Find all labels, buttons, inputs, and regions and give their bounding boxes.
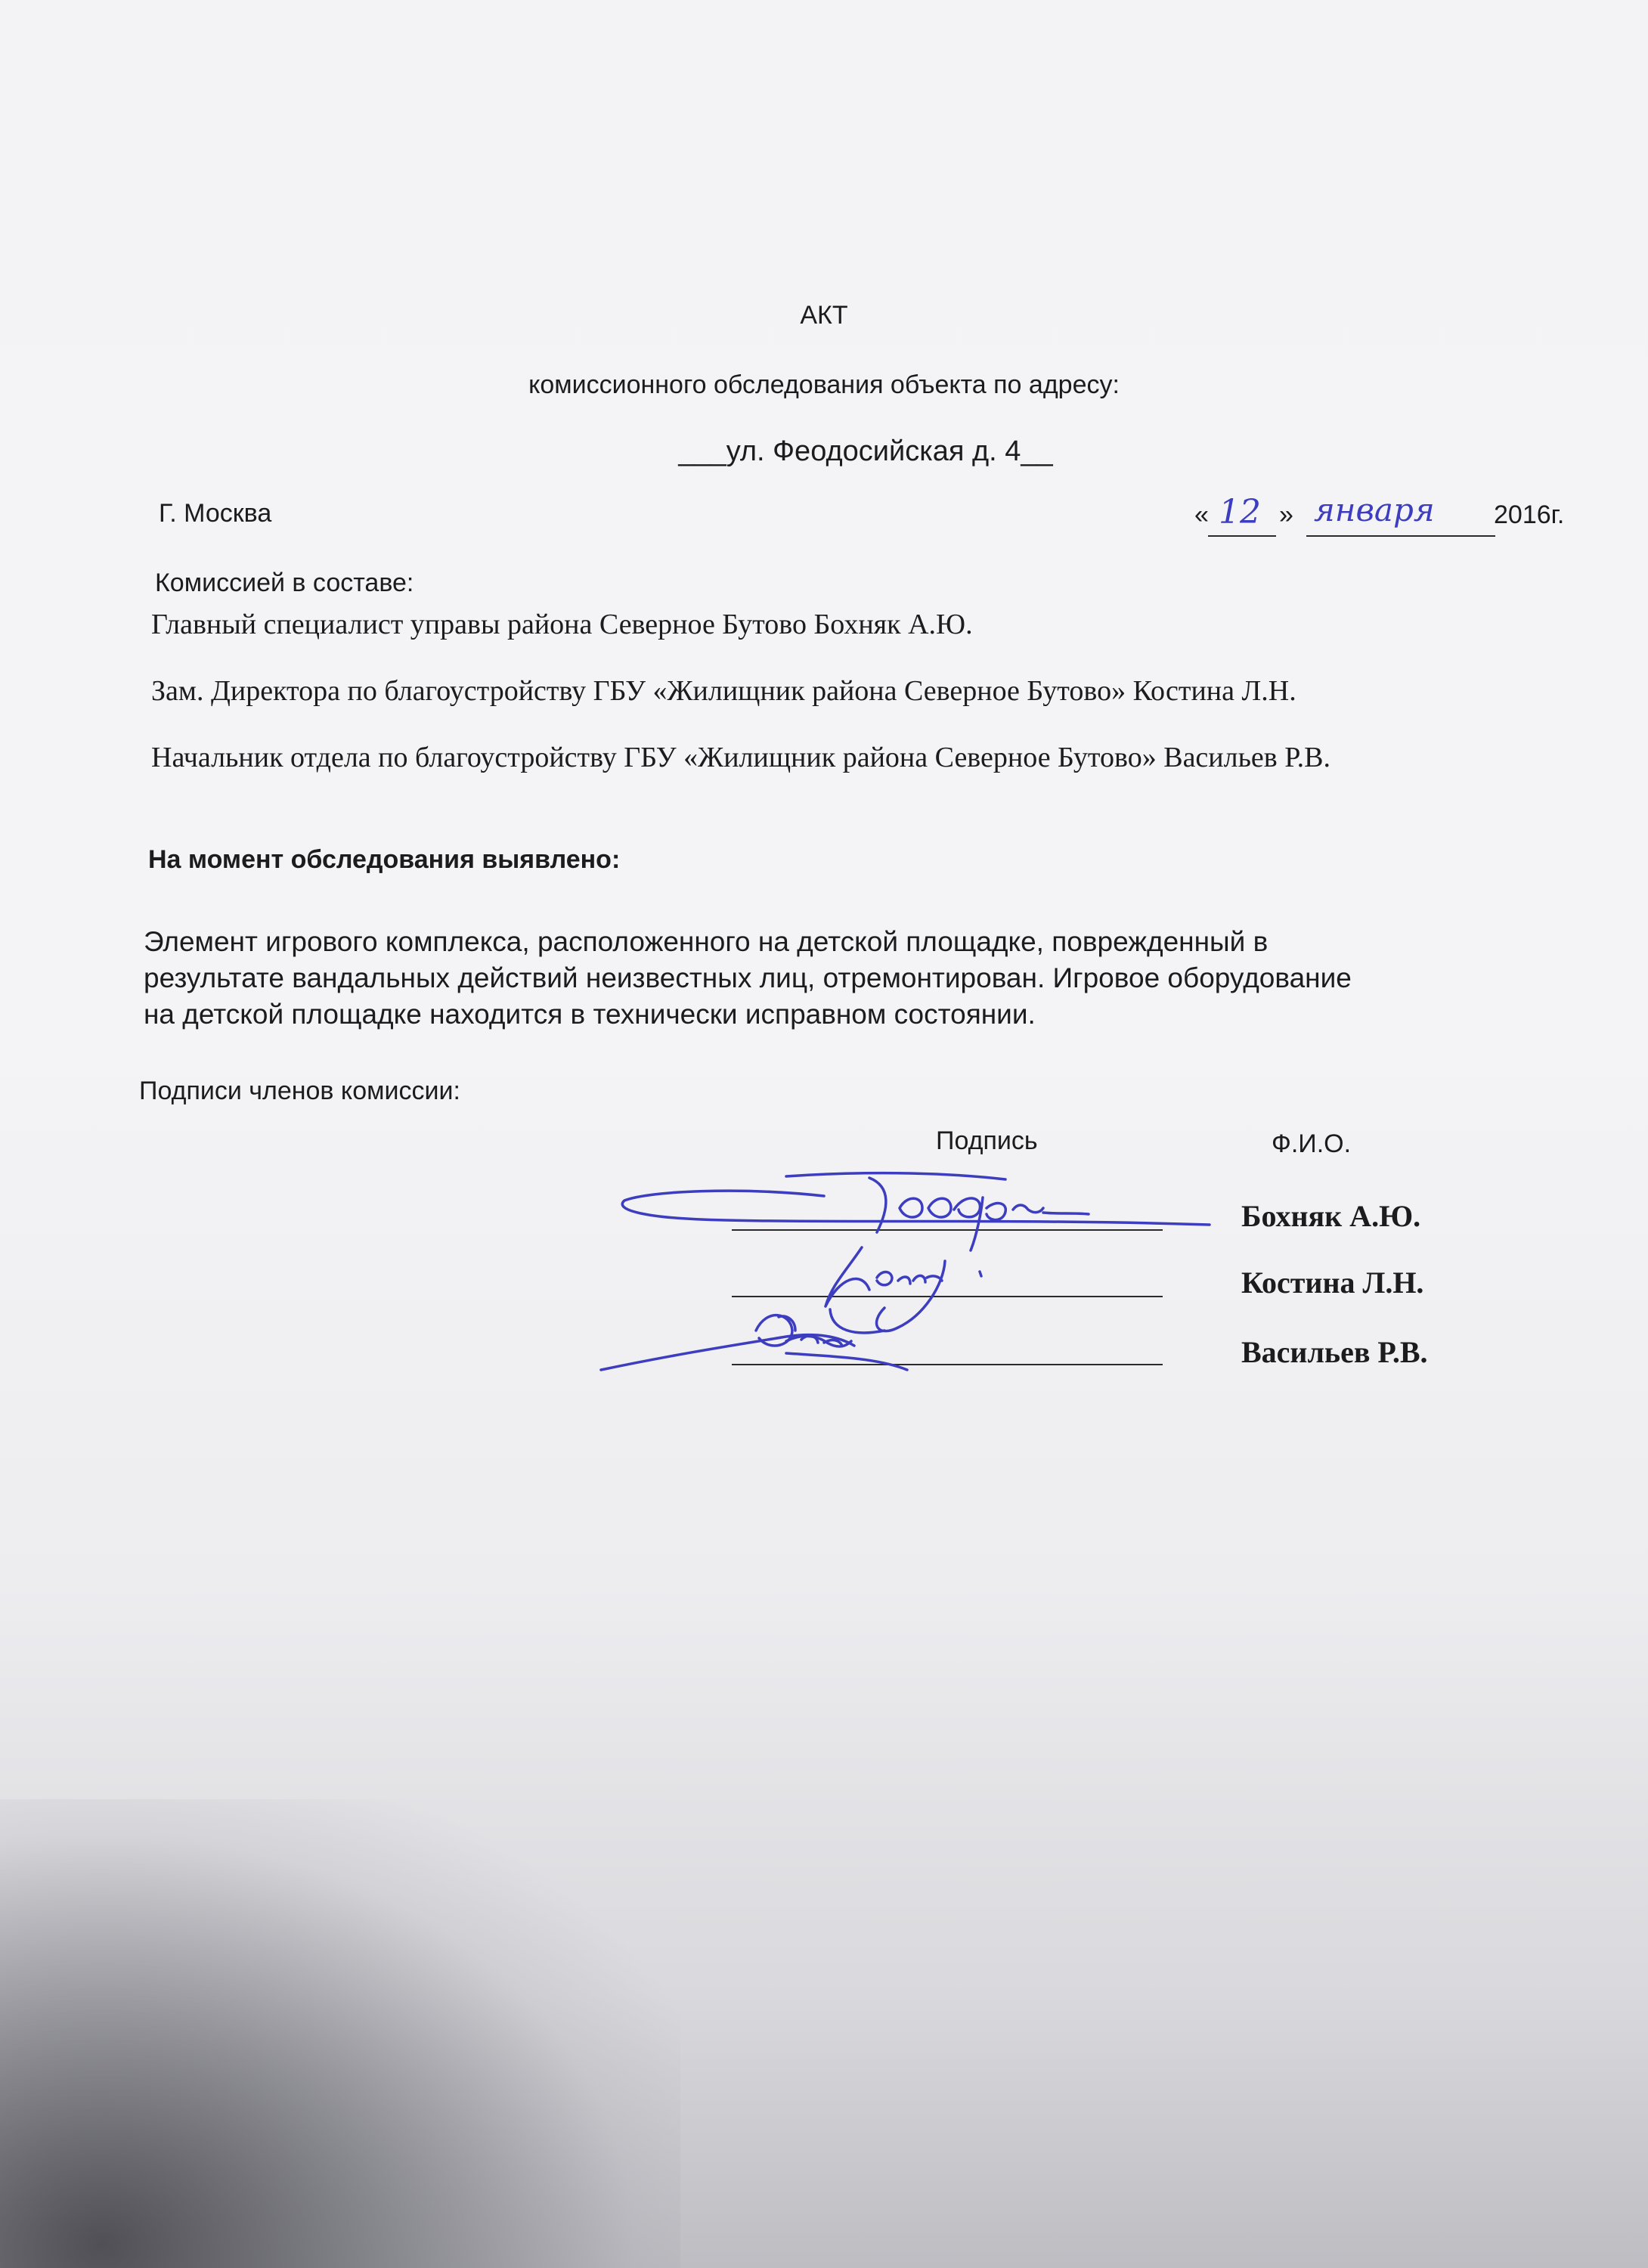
commission-member: Главный специалист управы района Северное Бутово Бохняк А.Ю.	[151, 609, 973, 640]
column-name-label: Ф.И.О.	[1272, 1129, 1352, 1158]
document-subtitle: комиссионного обследования объекта по адресу:	[528, 370, 1120, 399]
signature-1	[622, 1173, 1210, 1250]
findings-line: Элемент игрового комплекса, расположенного на детской площадке, поврежденный в	[144, 926, 1269, 957]
signer-name: Васильев Р.В.	[1241, 1335, 1428, 1369]
date-month: января	[1314, 491, 1435, 528]
date-year: 2016г.	[1494, 500, 1565, 529]
commission-heading: Комиссией в составе:	[155, 569, 414, 597]
commission-member: Начальник отдела по благоустройству ГБУ «Жилищник района Северное Бутово» Васильев Р.В.	[151, 742, 1330, 773]
findings-line: на детской площадке находится в технически исправном состоянии.	[144, 999, 1036, 1030]
signer-name: Костина Л.Н.	[1241, 1266, 1424, 1300]
signer-name: Бохняк А.Ю.	[1241, 1199, 1421, 1233]
date-quote-close: »	[1279, 500, 1293, 529]
signature-2	[826, 1247, 981, 1333]
findings-line: результате вандальных действий неизвестных лиц, отремонтирован. Игровое оборудование	[144, 962, 1352, 993]
date-quote-open: «	[1194, 500, 1209, 529]
commission-member: Зам. Директора по благоустройству ГБУ «Жилищник района Северное Бутово» Костина Л.Н.	[151, 675, 1296, 707]
column-signature-label: Подпись	[936, 1126, 1038, 1155]
signatures-heading: Подписи членов комиссии:	[139, 1077, 460, 1105]
date-day: 12	[1219, 493, 1261, 531]
signature-3	[601, 1315, 907, 1370]
city: Г. Москва	[159, 499, 272, 528]
document-title: АКТ	[800, 301, 848, 330]
findings-heading: На момент обследования выявлено:	[148, 845, 621, 874]
document-address: ___ул. Феодосийская д. 4__	[678, 435, 1053, 467]
